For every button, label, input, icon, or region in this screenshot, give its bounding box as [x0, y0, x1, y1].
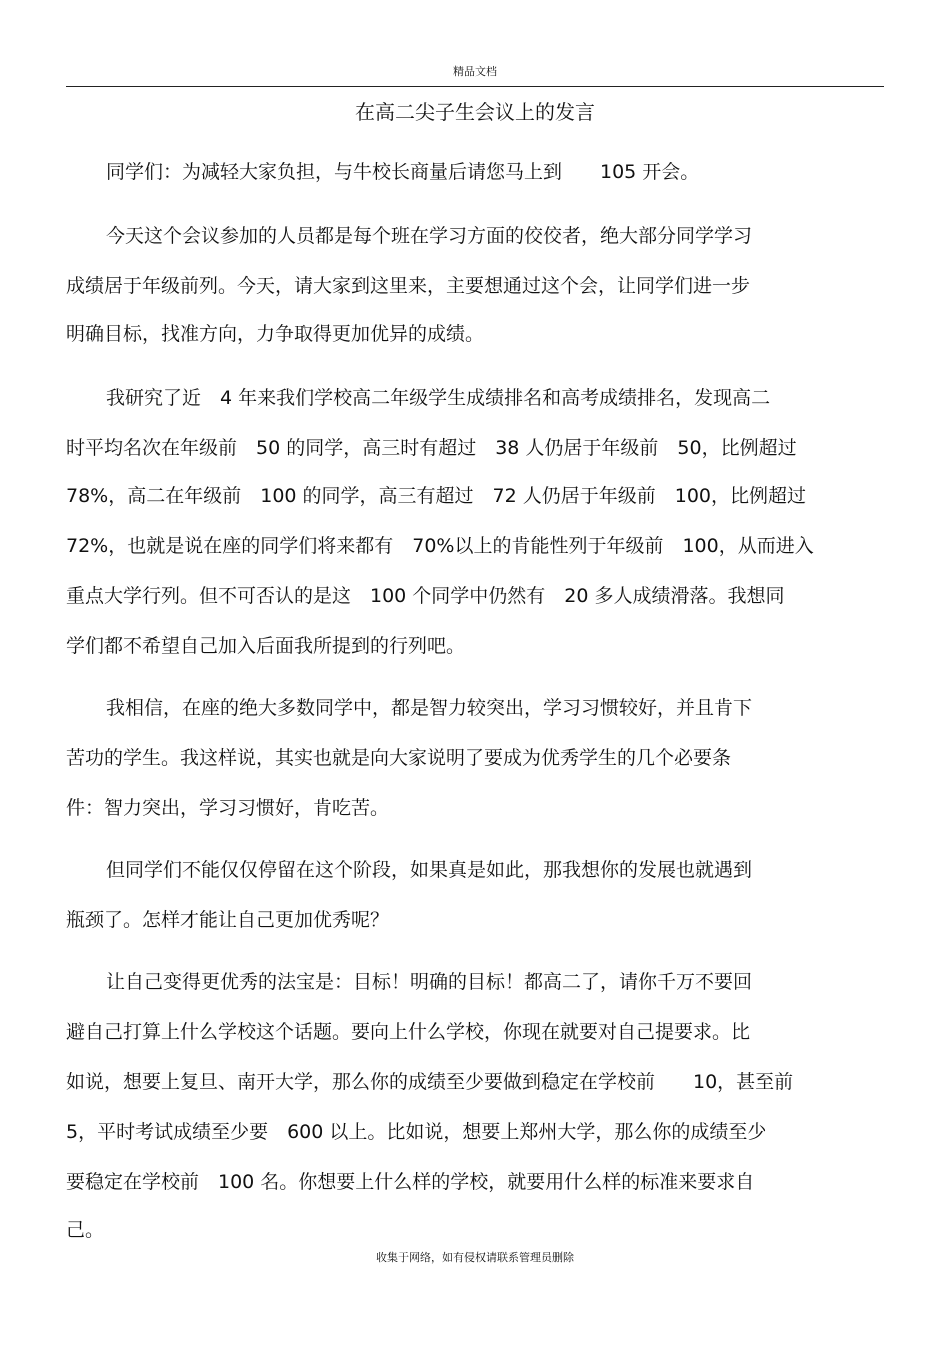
body-line: 78%，高二在年级前 100 的同学，高三有超过 72 人仍居于年级前 100，比例超过 — [66, 485, 807, 507]
page-header-label: 精品文档 — [453, 65, 497, 78]
body-line: 时平均名次在年级前 50 的同学，高三时有超过 38 人仍居于年级前 50，比例超过 — [66, 437, 797, 459]
body-line: 成绩居于年级前列。今天，请大家到这里来，主要想通过这个会，让同学们进一步 — [66, 275, 751, 297]
body-line: 避自己打算上什么学校这个话题。要向上什么学校，你现在就要对自己提要求。比 — [66, 1021, 751, 1043]
body-line: 件：智力突出，学习习惯好，肯吃苦。 — [66, 797, 390, 819]
page-footer-label: 收集于网络，如有侵权请联系管理员删除 — [376, 1251, 574, 1264]
body-line: 同学们：为减轻大家负担，与牛校长商量后请您马上到 105 开会。 — [106, 161, 700, 183]
body-line: 学们都不希望自己加入后面我所提到的行列吧。 — [66, 635, 466, 657]
body-line: 72%，也就是说在座的同学们将来都有 70%以上的肯能性列于年级前 100，从而进入 — [66, 535, 814, 557]
body-line: 我相信，在座的绝大多数同学中，都是智力较突出，学习习惯较好，并且肯下 — [106, 697, 753, 719]
body-line: 让自己变得更优秀的法宝是：目标！明确的目标！都高二了，请你千万不要回 — [106, 971, 753, 993]
body-line: 己。 — [66, 1219, 105, 1241]
document-title: 在高二尖子生会议上的发言 — [355, 100, 595, 124]
body-line: 今天这个会议参加的人员都是每个班在学习方面的佼佼者，绝大部分同学学习 — [106, 225, 753, 247]
body-line: 明确目标，找准方向，力争取得更加优异的成绩。 — [66, 323, 485, 345]
body-line: 苦功的学生。我这样说，其实也就是向大家说明了要成为优秀学生的几个必要条 — [66, 747, 732, 769]
body-line: 我研究了近 4 年来我们学校高二年级学生成绩排名和高考成绩排名，发现高二 — [106, 387, 771, 409]
body-line: 重点大学行列。但不可否认的是这 100 个同学中仍然有 20 多人成绩滑落。我想同 — [66, 585, 785, 607]
body-line: 5，平时考试成绩至少要 600 以上。比如说，想要上郑州大学，那么你的成绩至少 — [66, 1121, 767, 1143]
body-line: 如说，想要上复旦、南开大学，那么你的成绩至少要做到稳定在学校前 10，甚至前 — [66, 1071, 794, 1093]
header-divider — [66, 86, 884, 87]
body-line: 瓶颈了。怎样才能让自己更加优秀呢？ — [66, 909, 390, 931]
body-line: 但同学们不能仅仅停留在这个阶段，如果真是如此，那我想你的发展也就遇到 — [106, 859, 753, 881]
body-line: 要稳定在学校前 100 名。你想要上什么样的学校，就要用什么样的标准来要求自 — [66, 1171, 755, 1193]
